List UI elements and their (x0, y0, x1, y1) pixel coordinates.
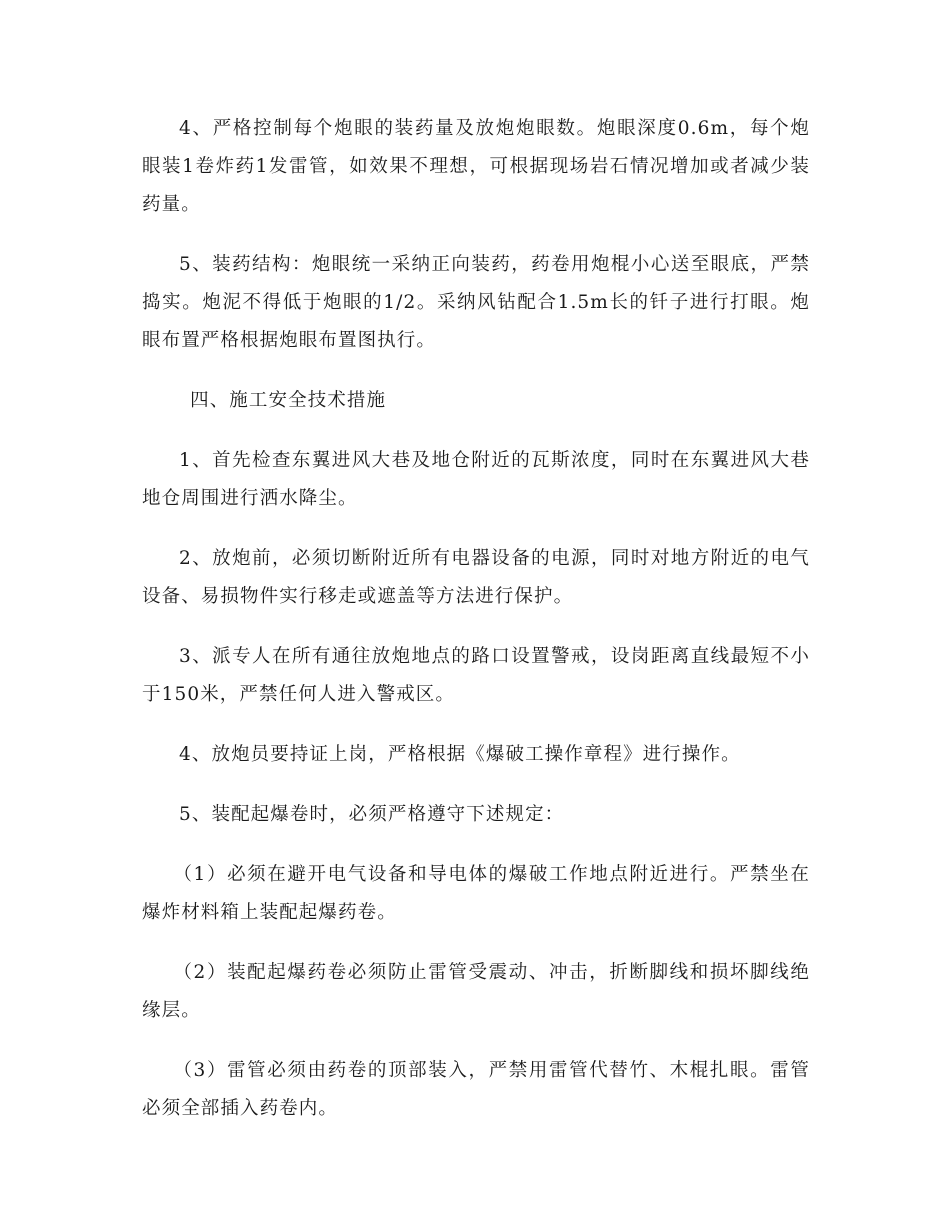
paragraph-rule-2: （2）装配起爆药卷必须防止雷管受震动、冲击，折断脚线和损坏脚线绝缘层。 (142, 962, 810, 1021)
paragraph-rule-3: （3）雷管必须由药卷的顶部装入，严禁用雷管代替竹、木棍扎眼。雷管必须全部插入药卷内。 (142, 1060, 810, 1119)
section-heading-safety-measures: 四、施工安全技术措施 (190, 390, 387, 411)
paragraph-guard-posts: 3、派专人在所有通往放炮地点的路口设置警戒，设岗距离直线最短不小于150米，严禁任何人进入警戒区。 (142, 646, 810, 705)
paragraph-charge-structure: 5、装药结构：炮眼统一采纳正向装药，药卷用炮棍小心送至眼底，严禁捣实。炮泥不得低于炮眼的1/2。采纳风钻配合1.5m长的钎子进行打眼。炮眼布置严格根据炮眼布置图执行。 (142, 254, 810, 351)
paragraph-certified-blaster: 4、放炮员要持证上岗，严格根据《爆破工操作章程》进行操作。 (179, 744, 741, 765)
paragraph-rule-1: （1）必须在避开电气设备和导电体的爆破工作地点附近进行。严禁坐在爆炸材料箱上装配起爆药卷。 (142, 864, 810, 923)
paragraph-gas-check: 1、首先检查东翼进风大巷及地仓附近的瓦斯浓度，同时在东翼进风大巷地仓周围进行洒水降尘。 (142, 450, 810, 509)
paragraph-power-cutoff: 2、放炮前，必须切断附近所有电器设备的电源，同时对地方附近的电气设备、易损物件实行移走或遮盖等方法进行保护。 (142, 548, 810, 607)
paragraph-charge-control: 4、严格控制每个炮眼的装药量及放炮炮眼数。炮眼深度0.6m，每个炮眼装1卷炸药1发雷管，如效果不理想，可根据现场岩石情况增加或者减少装药量。 (142, 118, 810, 215)
document-body (142, 110, 810, 1150)
paragraph-primer-rules: 5、装配起爆卷时，必须严格遵守下述规定： (179, 804, 565, 825)
